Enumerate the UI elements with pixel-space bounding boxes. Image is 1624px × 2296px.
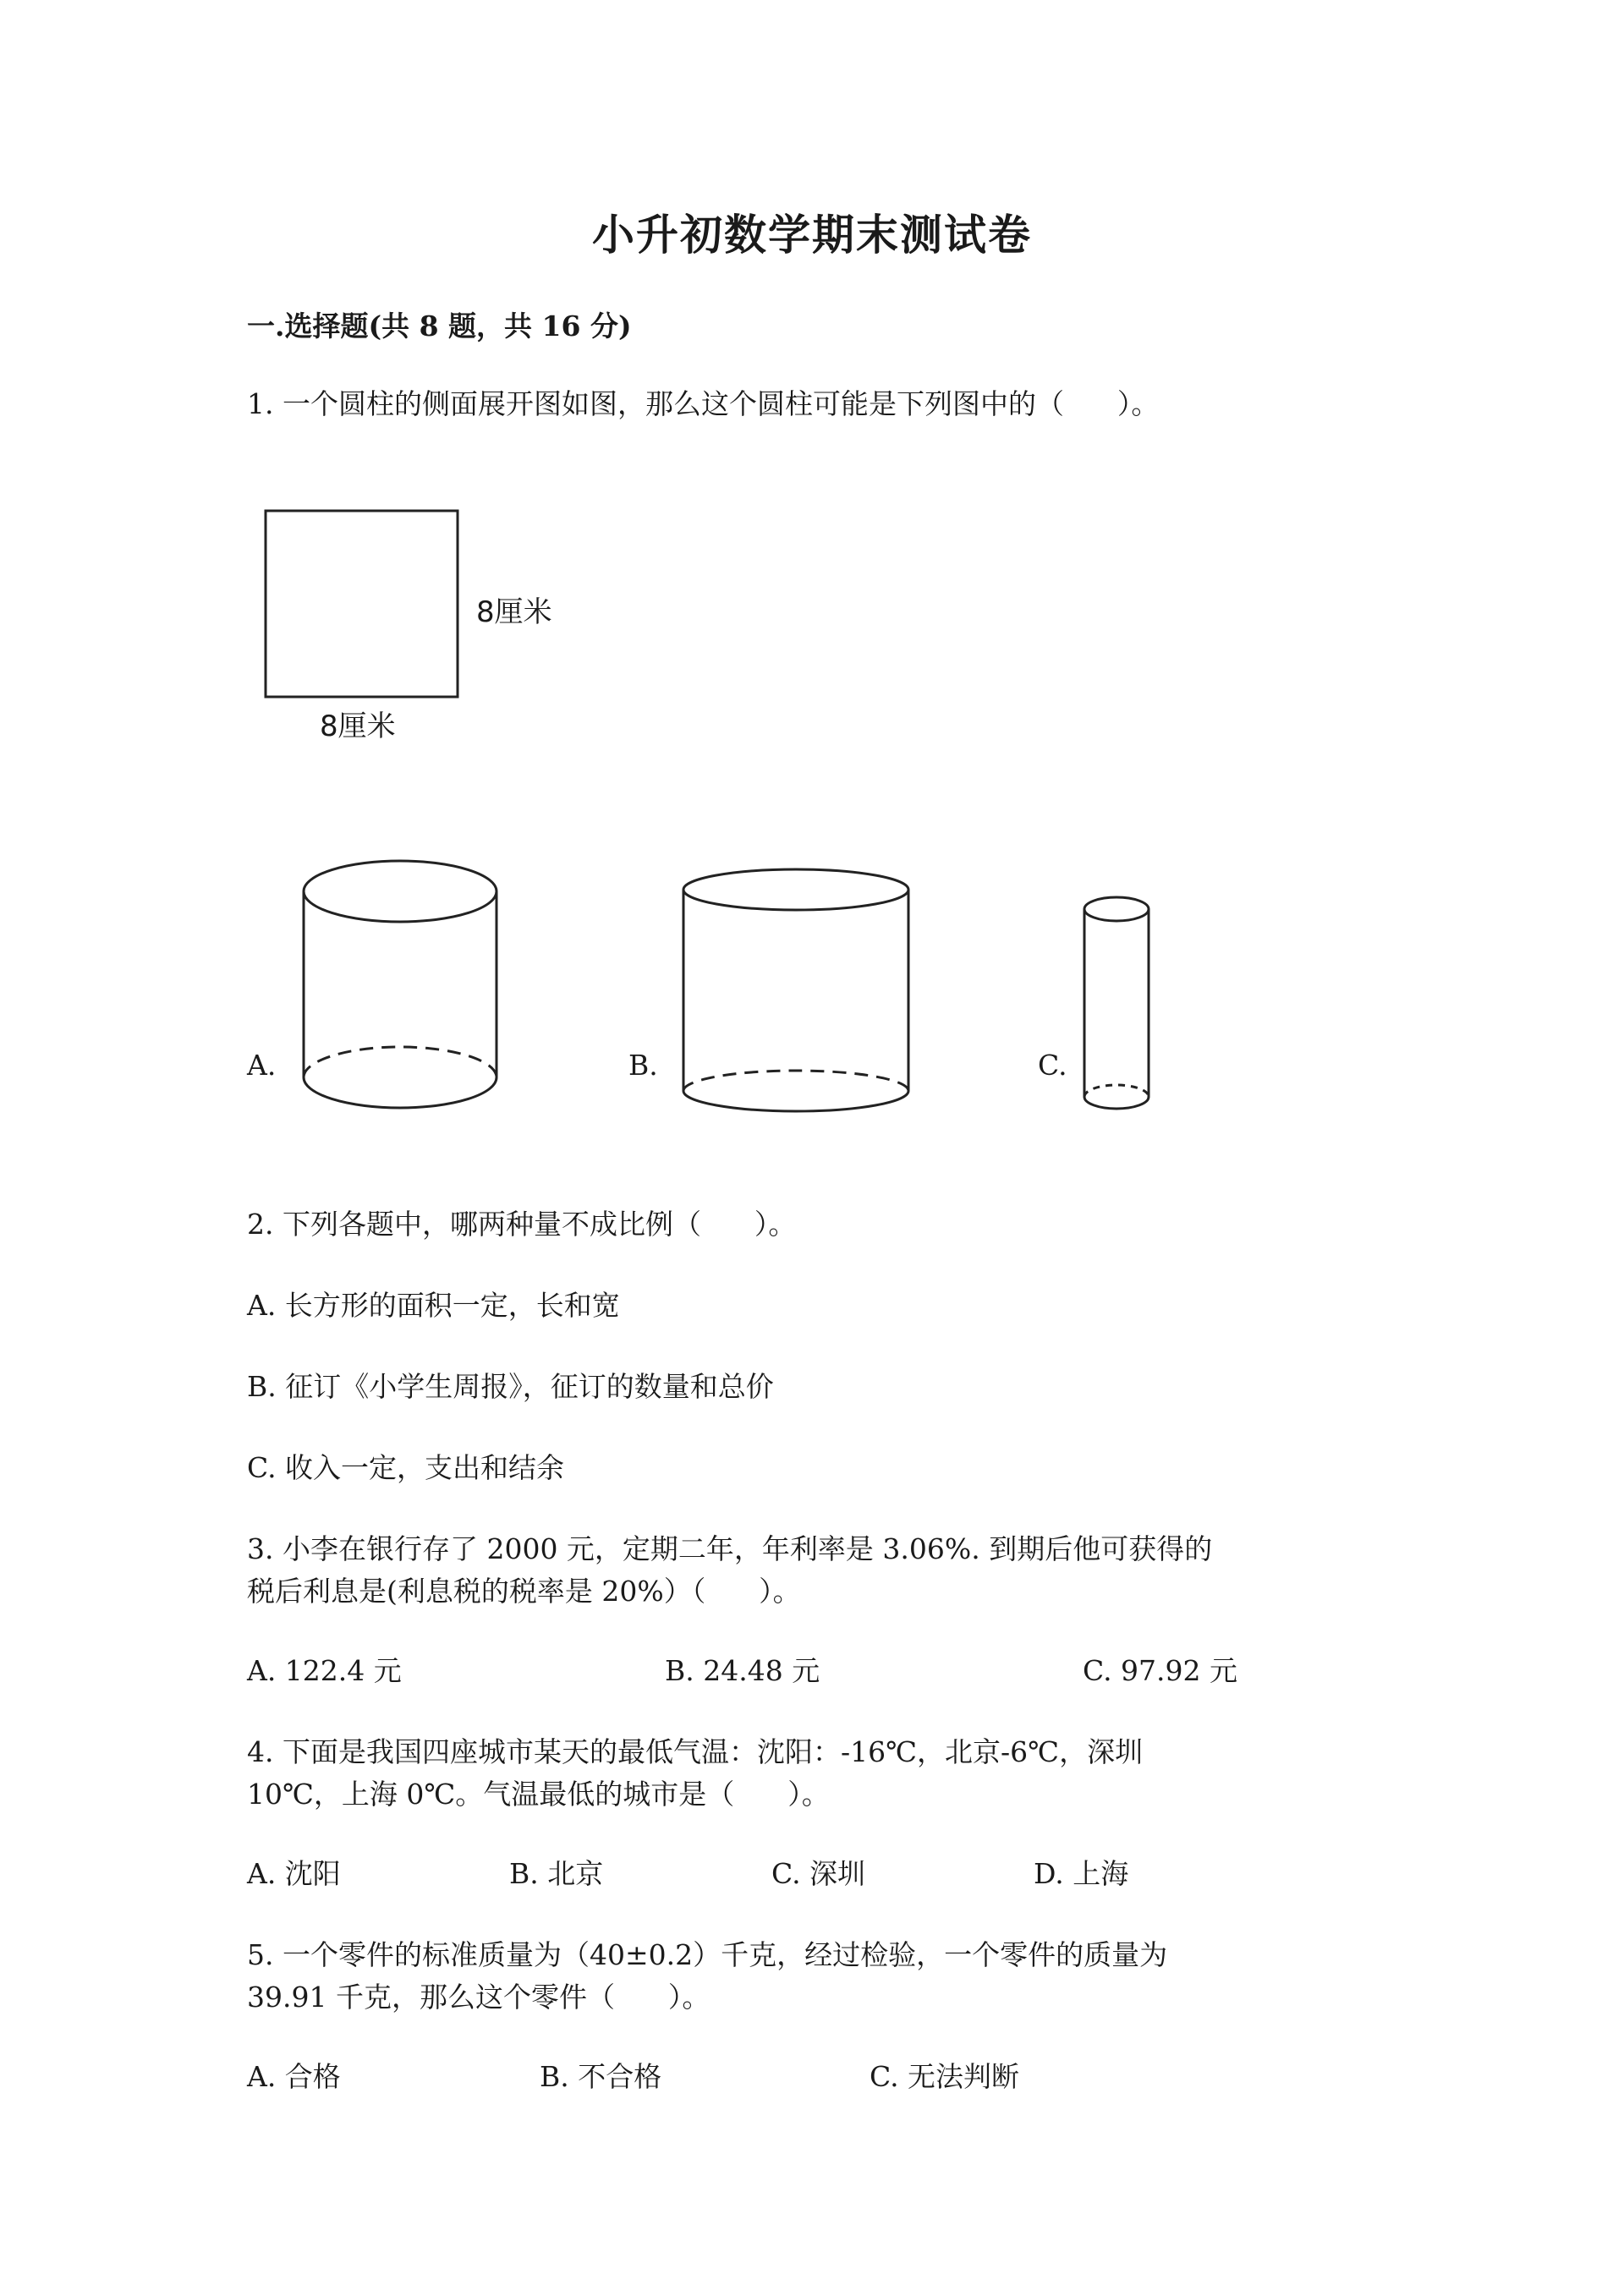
question-1-option-b: B. xyxy=(628,1049,658,1082)
question-4-option-d: D. 上海 xyxy=(1034,1857,1129,1890)
net-height-label: 8厘米 xyxy=(476,595,552,629)
cylinder-option-b xyxy=(683,869,908,1111)
question-2-option-a: A. 长方形的面积一定，长和宽 xyxy=(247,1289,620,1322)
page-title: 小升初数学期末测试卷 xyxy=(592,210,1032,260)
question-4-option-b: B. 北京 xyxy=(509,1857,604,1890)
cylinder-net-square xyxy=(266,511,458,697)
question-5-stem-line-1: 5. 一个零件的标准质量为（40±0.2）千克，经过检验，一个零件的质量为 xyxy=(247,1938,1168,1971)
question-4-option-a: A. 沈阳 xyxy=(247,1857,341,1890)
question-4-stem-line-1: 4. 下面是我国四座城市某天的最低气温：沈阳：-16℃，北京-6℃，深圳 xyxy=(247,1735,1144,1768)
section-heading: 一.选择题(共 8 题，共 16 分) xyxy=(247,310,632,342)
question-4-stem-line-2: 10℃，上海 0℃。气温最低的城市是（ ）。 xyxy=(247,1778,830,1811)
question-1-stem: 1. 一个圆柱的侧面展开图如图，那么这个圆柱可能是下列图中的（ ）。 xyxy=(247,387,1160,420)
question-1-option-c: C. xyxy=(1038,1049,1067,1082)
question-2-option-b: B. 征订《小学生周报》，征订的数量和总价 xyxy=(247,1370,774,1403)
question-2-option-c: C. 收入一定，支出和结余 xyxy=(247,1451,565,1484)
cylinder-option-a xyxy=(304,861,497,1108)
question-1-option-a: A. xyxy=(247,1049,277,1082)
question-3-option-b: B. 24.48 元 xyxy=(665,1654,820,1687)
question-3-option-a: A. 122.4 元 xyxy=(247,1654,402,1687)
question-4-option-c: C. 深圳 xyxy=(771,1857,866,1890)
question-3-stem-line-1: 3. 小李在银行存了 2000 元，定期二年，年利率是 3.06%. 到期后他可获得的 xyxy=(247,1532,1213,1565)
question-2-stem: 2. 下列各题中，哪两种量不成比例（ ）。 xyxy=(247,1208,797,1241)
question-5-stem-line-2: 39.91 千克，那么这个零件（ ）。 xyxy=(247,1981,710,2014)
net-width-label: 8厘米 xyxy=(320,710,396,743)
cylinder-option-c xyxy=(1084,897,1149,1109)
question-3-stem-line-2: 税后利息是(利息税的税率是 20%）（ ）。 xyxy=(247,1575,801,1608)
question-5-option-a: A. 合格 xyxy=(247,2060,341,2093)
question-3-option-c: C. 97.92 元 xyxy=(1083,1654,1238,1687)
question-5-option-c: C. 无法判断 xyxy=(870,2060,1020,2093)
question-5-option-b: B. 不合格 xyxy=(540,2060,662,2093)
